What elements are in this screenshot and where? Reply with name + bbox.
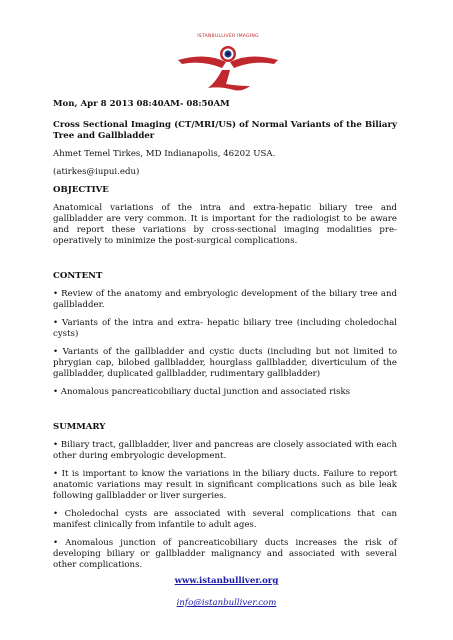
footer-website-wrap	[0, 576, 453, 586]
document-title: Cross Sectional Imaging (CT/MRI/US) of Normal Variants of the Biliary Tree and Gallbladder	[53, 120, 397, 141]
summary-heading: SUMMARY	[53, 422, 106, 432]
document-content	[53, 99, 397, 571]
summary-item: • Anomalous junction of pancreaticobiliary ducts increases the risk of developing biliary or gallbladder malignancy and associated with several other complications.	[53, 538, 397, 570]
objective-heading: OBJECTIVE	[53, 185, 109, 195]
author-email: (atirkes@iupui.edu)	[53, 167, 140, 177]
content-item: • Anomalous pancreaticobiliary ductal junction and associated risks	[53, 387, 351, 397]
logo-text: ISTANBULLIVER IMAGING	[197, 34, 259, 39]
summary-item: • Biliary tract, gallbladder, liver and pancreas are closely associated with each other during embryologic development.	[53, 440, 397, 461]
content-heading: CONTENT	[53, 271, 103, 281]
objective-text: Anatomical variations of the intra and extra-hepatic biliary tree and gallbladder are very common. It is important for the radiologist to be aware and report these variations by cross-sectional imaging modalities pre-operatively to minimize the post-surgical complications.	[53, 203, 397, 246]
content-item: • Variants of the gallbladder and cystic ducts (including but not limited to phrygian cap, bilobed gallbladder, hourglass gallbladder, diverticulum of the gallbladder, duplicated gallbladder, rudimentary gallbladder)	[53, 347, 397, 379]
author-line: Ahmet Temel Tirkes, MD Indianapolis, 46202 USA.	[53, 149, 276, 159]
summary-item: • Choledochal cysts are associated with several complications that can manifest clinically from infantile to adult ages.	[53, 509, 397, 530]
footer-email-wrap	[0, 598, 453, 608]
footer-email-link[interactable]: info@istanbulliver.com	[176, 598, 277, 608]
content-item: • Review of the anatomy and embryologic development of the biliary tree and gallbladder.	[53, 289, 397, 310]
istanbulliver-logo	[176, 34, 280, 96]
content-item: • Variants of the intra and extra- hepatic biliary tree (including choledochal cysts)	[53, 318, 397, 339]
footer-website-link[interactable]: www.istanbulliver.org	[174, 576, 279, 586]
session-datetime: Mon, Apr 8 2013 08:40AM- 08:50AM	[53, 99, 230, 109]
eye-logo-icon	[176, 40, 280, 96]
summary-item: • It is important to know the variations in the biliary ducts. Failure to report anatomic variations may result in significant complications such as bile leak following gallbladder or liver surgeries.	[53, 469, 397, 501]
